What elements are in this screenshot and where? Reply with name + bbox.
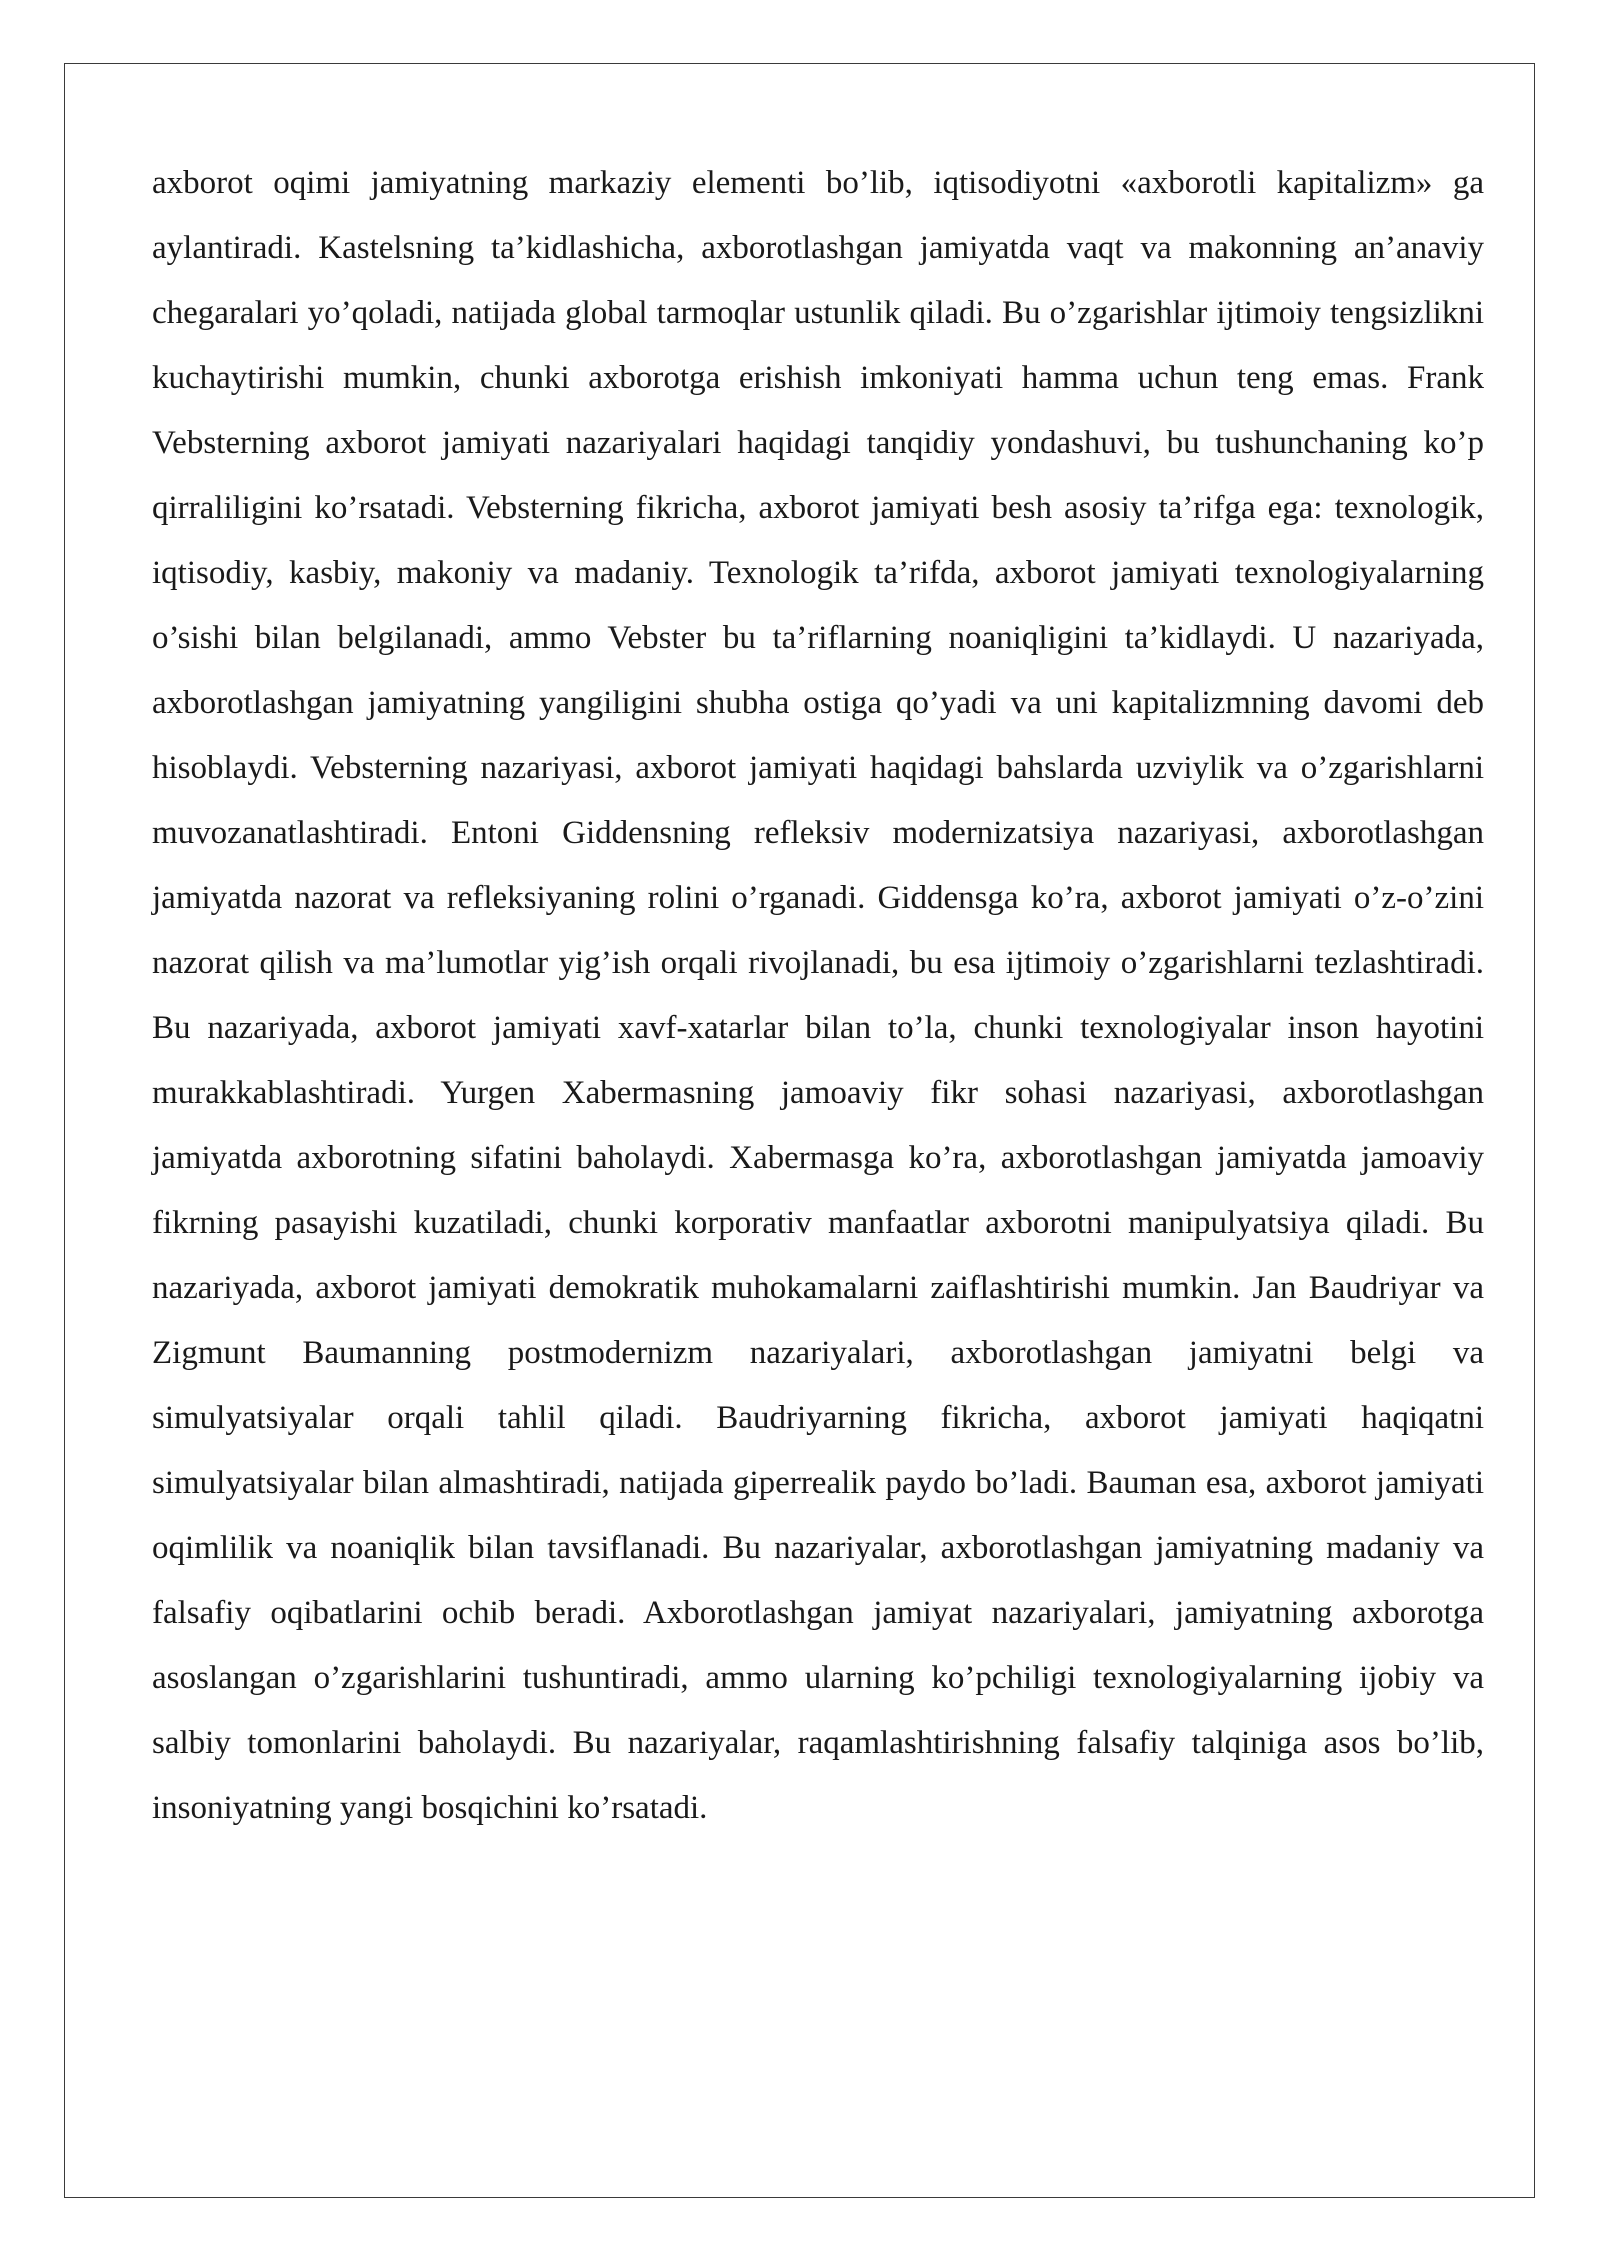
body-paragraph: axborot oqimi jamiyatning markaziy elementi bo’lib, iqtisodiyotni «axborotli kapitalizm» ga aylantiradi. Kastelsning ta’kidlashicha, axborotlashgan jamiyatda vaqt va makonning an’anaviy chegaralari yo’qoladi, natijada global tarmoqlar ustunlik qiladi. Bu o’zgarishlar ijtimoiy tengsizlikni kuchaytirishi mumkin, chunki axborotga erishish imkoniyati hamma uchun teng emas. Frank Vebsterning axborot jamiyati nazariyalari haqidagi tanqidiy yondashuvi, bu tushunchaning ko’p qirraliligini ko’rsatadi. Vebsterning fikricha, axborot jamiyati besh asosiy ta’rifga ega: texnologik, iqtisodiy, kasbiy, makoniy va madaniy. Texnologik ta’rifda, axborot jamiyati texnologiyalarning o’sishi bilan belgilanadi, ammo Vebster bu ta’riflarning noaniqligini ta’kidlaydi. U nazariyada, axborotlashgan jamiyatning yangiligini shubha ostiga qo’yadi va uni kapitalizmning davomi deb hisoblaydi. Vebsterning nazariyasi, axborot jamiyati haqidagi bahslarda uzviylik va o’zgarishlarni muvozanatlashtiradi. Entoni Giddensning refleksiv modernizatsiya nazariyasi, axborotlashgan jamiyatda nazorat va refleksiyaning rolini o’rganadi. Giddensga ko’ra, axborot jamiyati o’z-o’zini nazorat qilish va ma’lumotlar yig’ish orqali rivojlanadi, bu esa ijtimoiy o’zgarishlarni tezlashtiradi. Bu nazariyada, axborot jamiyati xavf-xatarlar bilan to’la, chunki texnologiyalar inson hayotini murakkablashtiradi. Yurgen Xabermasning jamoaviy fikr sohasi nazariyasi, axborotlashgan jamiyatda axborotning sifatini baholaydi. Xabermasga ko’ra, axborotlashgan jamiyatda jamoaviy fikrning pasayishi kuzatiladi, chunki korporativ manfaatlar axborotni manipulyatsiya qiladi. Bu nazariyada, axborot jamiyati demokratik muhokamalarni zaiflashtirishi mumkin. Jan Baudriyar va Zigmunt Baumanning postmodernizm nazariyalari, axborotlashgan jamiyatni belgi va simulyatsiyalar orqali tahlil qiladi. Baudriyarning fikricha, axborot jamiyati haqiqatni simulyatsiyalar bilan almashtiradi, natijada giperrealik paydo bo’ladi. Bauman esa, axborot jamiyati oqimlilik va noaniqlik bilan tavsiflanadi. Bu nazariyalar, axborotlashgan jamiyatning madaniy va falsafiy oqibatlarini ochib beradi. Axborotlashgan jamiyat nazariyalari, jamiyatning axborotga asoslangan o’zgarishlarini tushuntiradi, ammo ularning ko’pchiligi texnologiyalarning ijobiy va salbiy tomonlarini baholaydi. Bu nazariyalar, raqamlashtirishning falsafiy talqiniga asos bo’lib, insoniyatning yangi bosqichini ko’rsatadi. [152, 165, 1484, 1826]
